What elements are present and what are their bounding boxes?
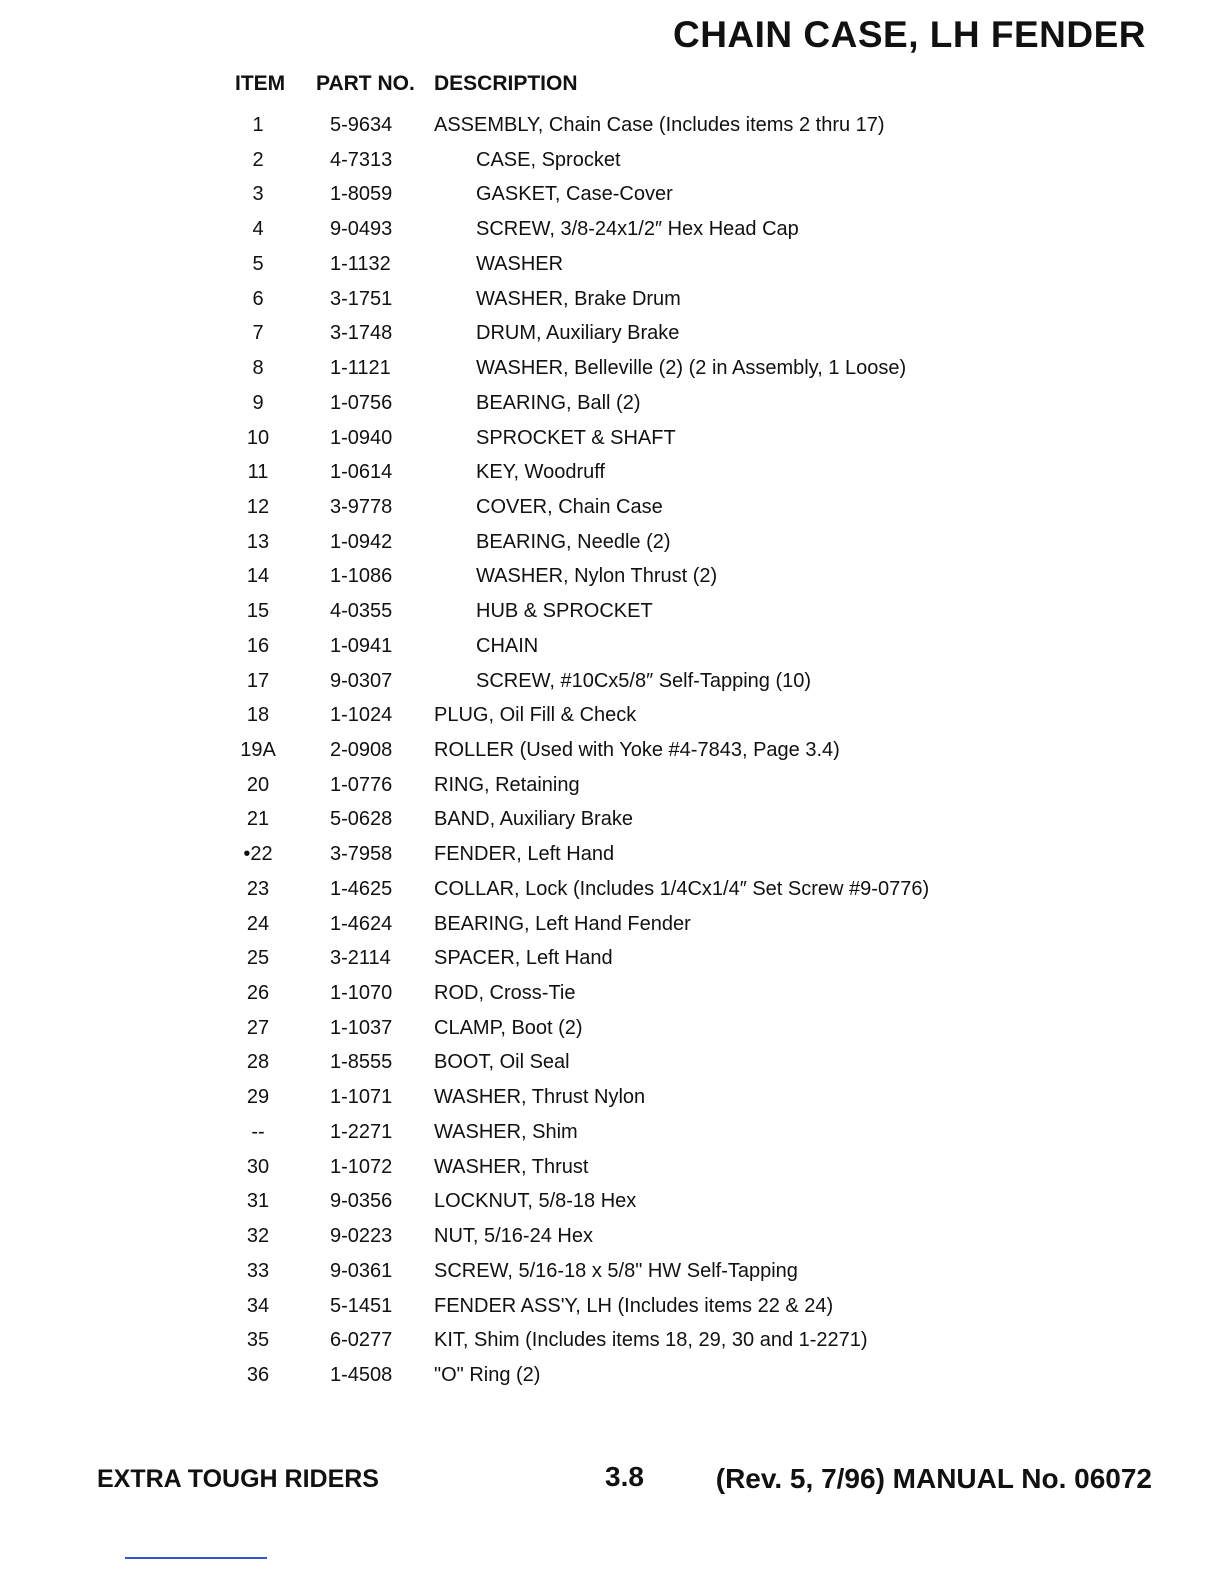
part-description: PLUG, Oil Fill & Check <box>434 704 637 727</box>
item-number: 4 <box>252 218 264 241</box>
item-number: 2 <box>252 148 264 171</box>
table-row <box>0 1329 1224 1359</box>
item-number: 5 <box>252 252 264 275</box>
table-row <box>0 1086 1224 1116</box>
item-number: 35 <box>246 1329 270 1352</box>
part-description: WASHER, Brake Drum <box>476 287 681 310</box>
part-number: 1-1037 <box>330 1016 393 1039</box>
table-row <box>0 600 1224 630</box>
item-number: 9 <box>252 391 264 414</box>
part-number: 1-1072 <box>330 1155 393 1178</box>
part-number: 6-0277 <box>330 1329 393 1352</box>
item-number: 14 <box>246 565 270 588</box>
part-description: FENDER ASS'Y, LH (Includes items 22 & 24) <box>434 1294 834 1317</box>
item-number: 34 <box>246 1294 270 1317</box>
part-number: 1-0614 <box>330 461 393 484</box>
part-description: BEARING, Ball (2) <box>476 391 641 414</box>
part-number: 1-4625 <box>330 877 393 900</box>
table-row <box>0 322 1224 352</box>
table-row <box>0 288 1224 318</box>
part-description: KIT, Shim (Includes items 18, 29, 30 and 1-2271) <box>434 1329 868 1352</box>
footer-product-name: EXTRA TOUGH RIDERS <box>97 1465 379 1493</box>
table-row <box>0 531 1224 561</box>
table-row <box>0 1156 1224 1186</box>
item-number: 7 <box>252 322 264 345</box>
table-row <box>0 565 1224 595</box>
part-number: 1-8059 <box>330 183 393 206</box>
part-description: SPACER, Left Hand <box>434 947 613 970</box>
part-number: 3-2114 <box>330 947 391 970</box>
table-row <box>0 878 1224 908</box>
table-row <box>0 982 1224 1012</box>
part-number: 1-8555 <box>330 1051 393 1074</box>
part-number: 3-1751 <box>330 287 393 310</box>
table-row <box>0 913 1224 943</box>
part-description: DRUM, Auxiliary Brake <box>476 322 680 345</box>
table-row <box>0 843 1224 873</box>
part-number: 1-0940 <box>330 426 393 449</box>
part-description: WASHER, Belleville (2) (2 in Assembly, 1 Loose) <box>476 357 907 379</box>
table-row <box>0 149 1224 179</box>
part-number: 9-0493 <box>330 218 393 241</box>
item-number: 31 <box>246 1190 270 1213</box>
item-number: -- <box>251 1120 265 1143</box>
table-row <box>0 1190 1224 1220</box>
item-number: 18 <box>246 704 270 727</box>
item-number: 25 <box>246 947 270 970</box>
part-description: ASSEMBLY, Chain Case (Includes items 2 thru 17) <box>434 114 885 136</box>
column-header-part-no: PART NO. <box>316 72 415 95</box>
table-row <box>0 1121 1224 1151</box>
table-row <box>0 670 1224 700</box>
part-description: WASHER, Thrust Nylon <box>434 1086 646 1109</box>
table-row <box>0 808 1224 838</box>
footer-page-number: 3.8 <box>605 1461 644 1492</box>
part-description: ROD, Cross-Tie <box>434 982 576 1004</box>
column-header-description: DESCRIPTION <box>434 72 578 95</box>
part-description: CHAIN <box>476 634 539 657</box>
item-number: 11 <box>247 461 269 484</box>
item-number: 10 <box>246 426 270 449</box>
part-number: 1-1070 <box>330 982 393 1004</box>
part-number: 9-0361 <box>330 1259 393 1282</box>
part-number: 3-1748 <box>330 322 393 345</box>
part-description: BEARING, Left Hand Fender <box>434 912 691 935</box>
item-number: 15 <box>246 600 270 623</box>
part-description: FENDER, Left Hand <box>434 843 615 866</box>
page-title: CHAIN CASE, LH FENDER <box>672 14 1146 55</box>
table-row <box>0 496 1224 526</box>
part-description: SCREW, #10Cx5/8″ Self-Tapping (10) <box>476 669 812 692</box>
part-number: 5-1451 <box>330 1294 393 1317</box>
table-row <box>0 1295 1224 1325</box>
part-description: "O" Ring (2) <box>434 1363 541 1386</box>
part-number: 1-2271 <box>330 1120 393 1143</box>
part-description: WASHER, Shim <box>434 1120 578 1143</box>
part-number: 1-0941 <box>330 634 393 657</box>
table-row <box>0 774 1224 804</box>
table-row <box>0 1225 1224 1255</box>
item-number: 28 <box>246 1051 270 1074</box>
column-header-item: ITEM <box>235 72 286 95</box>
part-number: 1-1071 <box>330 1086 393 1109</box>
part-description: CASE, Sprocket <box>476 148 621 171</box>
part-description: GASKET, Case-Cover <box>476 183 673 206</box>
item-number: 19A <box>240 739 276 761</box>
part-description: BEARING, Needle (2) <box>476 530 671 553</box>
table-row <box>0 427 1224 457</box>
item-number: 16 <box>246 634 270 657</box>
table-row <box>0 739 1224 769</box>
part-number: 3-9778 <box>330 495 393 518</box>
table-row <box>0 357 1224 387</box>
part-number: 1-1024 <box>330 704 393 727</box>
part-description: NUT, 5/16-24 Hex <box>434 1225 593 1247</box>
item-number: 1 <box>252 114 264 136</box>
footer-underline <box>125 1557 267 1559</box>
item-number: 23 <box>246 877 270 900</box>
part-description: SPROCKET & SHAFT <box>476 426 676 449</box>
part-description: LOCKNUT, 5/8-18 Hex <box>434 1190 637 1213</box>
part-description: WASHER, Thrust <box>434 1155 589 1178</box>
item-number: 27 <box>246 1016 270 1039</box>
item-number: 13 <box>246 530 270 553</box>
item-number: 32 <box>246 1225 270 1247</box>
part-number: 1-0756 <box>330 391 393 414</box>
table-row <box>0 635 1224 665</box>
table-row <box>0 1260 1224 1290</box>
part-description: WASHER <box>476 252 564 275</box>
part-description: SCREW, 3/8-24x1/2″ Hex Head Cap <box>476 218 799 241</box>
part-number: 1-0776 <box>330 773 393 796</box>
part-description: BAND, Auxiliary Brake <box>434 808 633 831</box>
part-number: 3-7958 <box>330 843 393 866</box>
part-number: 5-0628 <box>330 808 393 831</box>
table-row <box>0 704 1224 734</box>
table-row <box>0 392 1224 422</box>
item-number: 26 <box>246 982 270 1004</box>
part-description: CLAMP, Boot (2) <box>434 1016 583 1039</box>
part-description: WASHER, Nylon Thrust (2) <box>476 565 718 588</box>
item-number: 36 <box>246 1363 270 1386</box>
item-number: 33 <box>246 1259 270 1282</box>
table-row <box>0 183 1224 213</box>
item-number: 30 <box>246 1155 270 1178</box>
part-number: 1-1132 <box>330 252 391 275</box>
part-number: 9-0223 <box>330 1225 393 1247</box>
part-number: 2-0908 <box>330 739 393 761</box>
part-number: 9-0356 <box>330 1190 393 1213</box>
item-number: 21 <box>246 808 270 831</box>
part-number: 9-0307 <box>330 669 393 692</box>
part-number: 1-4624 <box>330 912 393 935</box>
footer-manual-revision: (Rev. 5, 7/96) MANUAL No. 06072 <box>715 1463 1152 1494</box>
table-row <box>0 218 1224 248</box>
item-number: 20 <box>246 773 270 796</box>
item-number: 12 <box>246 495 270 518</box>
item-number: 29 <box>246 1086 270 1109</box>
part-description: SCREW, 5/16-18 x 5/8" HW Self-Tapping <box>434 1259 798 1282</box>
item-number: 6 <box>252 287 264 310</box>
part-number: 5-9634 <box>330 114 393 136</box>
part-description: BOOT, Oil Seal <box>434 1051 570 1074</box>
part-number: 4-7313 <box>330 148 393 171</box>
item-number: 3 <box>252 183 264 206</box>
part-number: 1-4508 <box>330 1363 393 1386</box>
part-number: 4-0355 <box>330 600 393 623</box>
item-number: 24 <box>246 912 270 935</box>
part-description: HUB & SPROCKET <box>476 600 653 623</box>
part-description: COVER, Chain Case <box>476 495 663 518</box>
table-row <box>0 1051 1224 1081</box>
part-description: COLLAR, Lock (Includes 1/4Cx1/4″ Set Screw #9-0776) <box>434 877 930 900</box>
part-description: KEY, Woodruff <box>476 461 605 484</box>
part-number: 1-1086 <box>330 565 393 588</box>
table-row <box>0 1364 1224 1394</box>
table-row <box>0 461 1224 491</box>
part-description: RING, Retaining <box>434 773 580 796</box>
part-description: ROLLER (Used with Yoke #4-7843, Page 3.4) <box>434 739 840 761</box>
table-row <box>0 253 1224 283</box>
table-row <box>0 114 1224 144</box>
part-number: 1-1121 <box>330 357 391 379</box>
part-number: 1-0942 <box>330 530 393 553</box>
item-number: 8 <box>252 357 264 379</box>
item-number: 17 <box>246 669 270 692</box>
item-number: •22 <box>243 843 273 866</box>
table-row <box>0 947 1224 977</box>
table-row <box>0 1017 1224 1047</box>
